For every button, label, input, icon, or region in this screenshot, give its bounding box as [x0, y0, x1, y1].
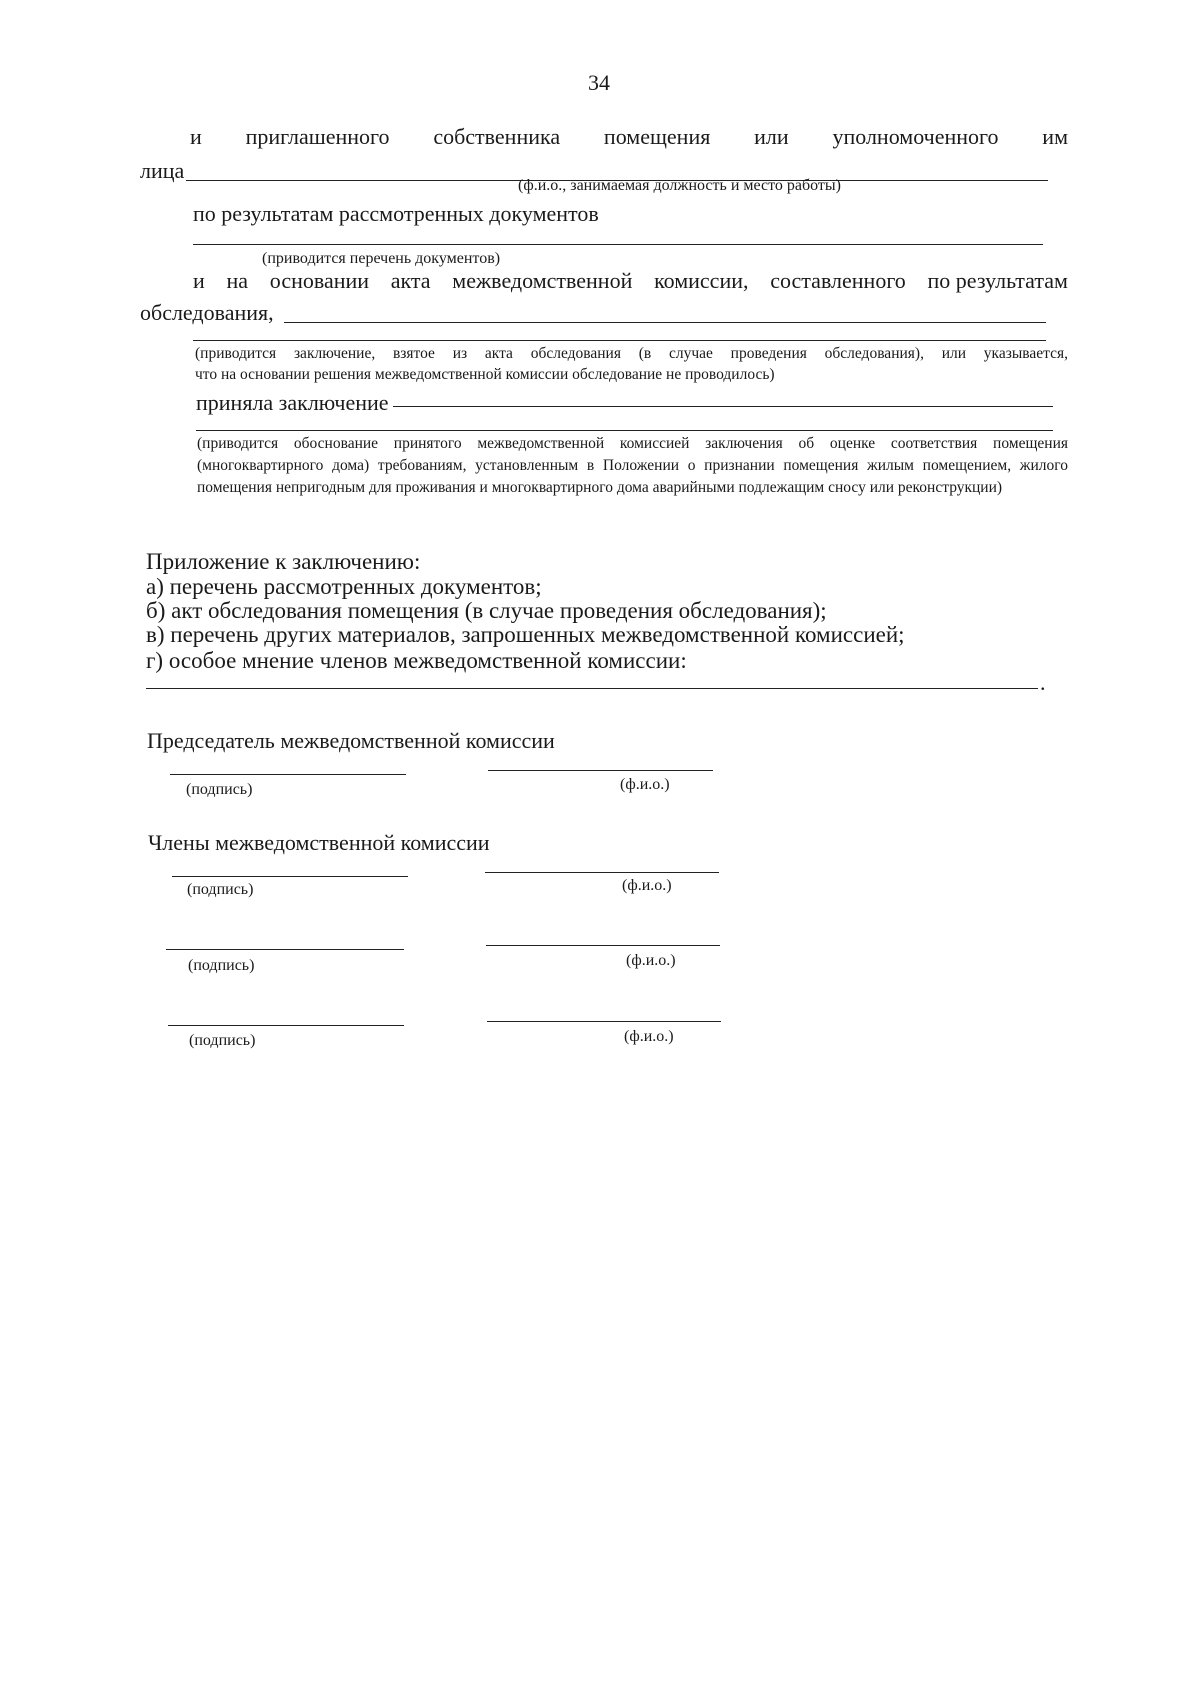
member-name-caption: (ф.и.о.)	[624, 1028, 674, 1045]
intro-caption: (ф.и.о., занимаемая должность и место работы)	[518, 177, 841, 194]
act-word: межведомственной	[452, 268, 633, 293]
appendix-item: б) акт обследования помещения (в случае проведения обследования);	[146, 598, 827, 623]
appendix-item: а) перечень рассмотренных документов;	[146, 574, 542, 599]
intro-word: или	[754, 124, 789, 149]
act-lead-word: обследования,	[140, 300, 274, 325]
act-fill-line-2	[193, 340, 1046, 341]
chairman-title: Председатель межведомственной комиссии	[147, 728, 555, 753]
chairman-signature-line	[170, 774, 406, 775]
member-name-caption: (ф.и.о.)	[626, 952, 676, 969]
member-name-line	[486, 945, 720, 946]
member-signature-caption: (подпись)	[189, 1032, 256, 1049]
member-signature-caption: (подпись)	[188, 957, 255, 974]
act-word: составленного	[770, 268, 906, 293]
act-word: комиссии,	[654, 268, 749, 293]
member-name-caption: (ф.и.о.)	[622, 877, 672, 894]
page-number: 34	[588, 70, 610, 95]
member-signature-line	[166, 949, 404, 950]
intro-word: и	[190, 124, 202, 149]
intro-word: уполномоченного	[832, 124, 999, 149]
act-word: и	[193, 268, 205, 293]
act-line-1	[193, 268, 1068, 294]
intro-line-1	[190, 124, 1068, 150]
act-word: по результатам	[927, 268, 1068, 293]
conclusion-label: приняла заключение	[196, 390, 389, 415]
act-caption-line-1: (приводится заключение, взятое из акта обследования (в случае проведения обследования), или указывается,	[195, 345, 1068, 362]
conclusion-fill-line	[393, 406, 1053, 407]
chairman-name-line	[488, 770, 713, 771]
member-name-line	[487, 1021, 721, 1022]
appendix-item: в) перечень других материалов, запрошенных межведомственной комиссией;	[146, 622, 905, 647]
member-signature-line	[168, 1025, 404, 1026]
member-signature-caption: (подпись)	[187, 881, 254, 898]
conclusion-caption: (приводится обоснование принятого межведомственной комиссией заключения об оценке соответствия помещения (многоквартирного дома) требованиям, установленным в Положении о признании помещения жилым помещением, жилого помещения непригодным для проживания и многоквартирного дома аварийными подлежащим сносу или реконструкции)	[197, 435, 1068, 496]
member-signature-line	[172, 876, 408, 877]
conclusion-fill-line-2	[196, 430, 1053, 431]
intro-lead-word: лица	[140, 158, 185, 183]
member-name-line	[485, 872, 719, 873]
documents-fill-line	[193, 244, 1043, 245]
act-caption-line-2: что на основании решения межведомственной комиссии обследование не проводилось)	[195, 366, 775, 383]
documents-caption: (приводится перечень документов)	[262, 250, 501, 267]
act-fill-line	[284, 322, 1046, 323]
chairman-signature-caption: (подпись)	[186, 781, 253, 798]
documents-label: по результатам рассмотренных документов	[193, 201, 599, 226]
appendix-end-mark: .	[1040, 670, 1046, 695]
act-word: на	[226, 268, 249, 293]
intro-word: помещения	[603, 124, 711, 149]
appendix-item: г) особое мнение членов межведомственной комиссии:	[146, 648, 687, 673]
appendix-title: Приложение к заключению:	[146, 549, 421, 574]
members-title: Члены межведомственной комиссии	[148, 830, 490, 855]
intro-word: собственника	[433, 124, 561, 149]
intro-word: приглашенного	[245, 124, 390, 149]
chairman-name-caption: (ф.и.о.)	[620, 776, 670, 793]
act-word: акта	[390, 268, 431, 293]
act-word: основании	[269, 268, 370, 293]
appendix-fill-line	[146, 688, 1038, 689]
intro-word: им	[1042, 124, 1068, 149]
